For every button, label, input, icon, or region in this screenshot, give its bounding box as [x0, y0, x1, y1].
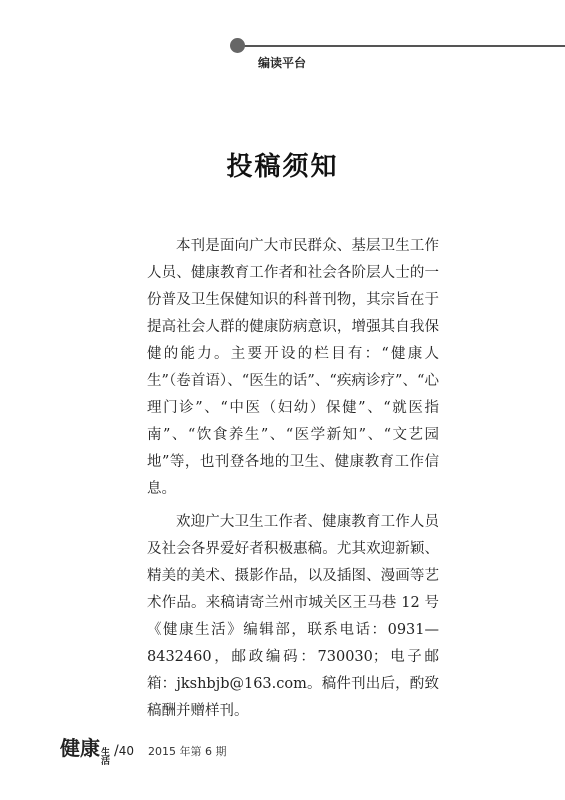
- paragraph-intro: 本刊是面向广大市民群众、基层卫生工作人员、健康教育工作者和社会各阶层人士的一份普及卫生保健知识的科普刊物，其宗旨在于提高社会人群的健康防病意识，增强其自我保健的能力。主要开设的栏目有：“健康人生”（卷首语）、“医生的话”、“疾病诊疗”、“心理门诊”、“中医（妇幼）保健”、“就医指南”、“饮食养生”、“医学新知”、“文艺园地”等，也刊登各地的卫生、健康教育工作信息。: [147, 238, 439, 497]
- header-bullet-dot: [230, 38, 245, 53]
- page-number: 40: [118, 744, 134, 758]
- page-footer: [60, 732, 226, 767]
- section-label: 编读平台: [258, 56, 307, 70]
- issue-info: 2015 年第 6 期: [148, 745, 227, 758]
- magazine-logo-sub: 生活: [101, 748, 111, 767]
- header-rule: [240, 45, 565, 47]
- footer-separator: /: [114, 743, 119, 759]
- article-body: [147, 233, 439, 731]
- magazine-logo-main: 健康: [60, 736, 100, 760]
- paragraph-submission: 欢迎广大卫生工作者、健康教育工作人员及社会各界爱好者积极惠稿。尤其欢迎新颖、精美的美术、摄影作品，以及插图、漫画等艺术作品。来稿请寄兰州市城关区王马巷 12 号《健康生活》编辑部，联系电话：0931—8432460，邮政编码：730030；电子邮箱：jkshbjb@163.com。稿件刊出后，酌致稿酬并赠样刊。: [147, 514, 439, 719]
- page-title: 投稿须知: [226, 152, 339, 182]
